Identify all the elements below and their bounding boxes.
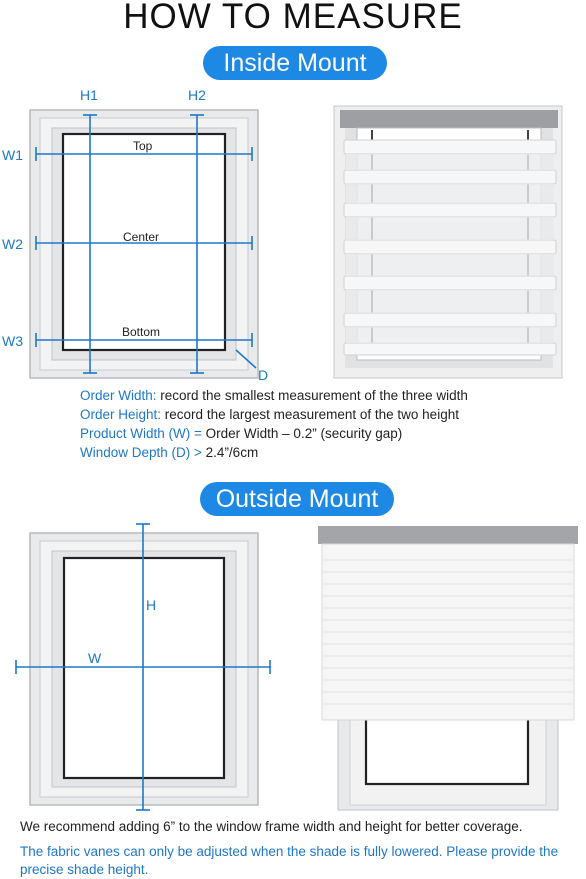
inside-mount-badge: Inside Mount — [203, 46, 387, 80]
label-center: Center — [123, 230, 160, 244]
label-w: W — [88, 650, 102, 666]
order-width-note: Order Width: record the smallest measurement of the three width — [80, 388, 468, 403]
label-h2: H2 — [188, 87, 206, 103]
label-bottom: Bottom — [122, 325, 161, 339]
label-top: Top — [133, 139, 153, 153]
order-height-note: Order Height: record the largest measurement of the two height — [80, 407, 459, 422]
label-h: H — [146, 597, 157, 613]
label-d: D — [258, 367, 269, 383]
label-h1: H1 — [80, 87, 98, 103]
label-w2: W2 — [2, 236, 23, 252]
outside-mount-badge: Outside Mount — [200, 482, 394, 516]
label-w1: W1 — [2, 147, 23, 163]
fabric-vanes-note: The fabric vanes can only be adjusted when the shade is fully lowered. Please provide the precise shade height. — [20, 844, 559, 877]
window-depth-note: Window Depth (D) > 2.4”/6cm — [80, 445, 259, 460]
recommendation-text: We recommend adding 6” to the window frame width and height for better coverage. — [20, 819, 523, 834]
product-width-note: Product Width (W) = Order Width – 0.2” (security gap) — [80, 426, 403, 441]
page-title: HOW TO MEASURE — [123, 0, 463, 36]
label-w3: W3 — [2, 333, 23, 349]
